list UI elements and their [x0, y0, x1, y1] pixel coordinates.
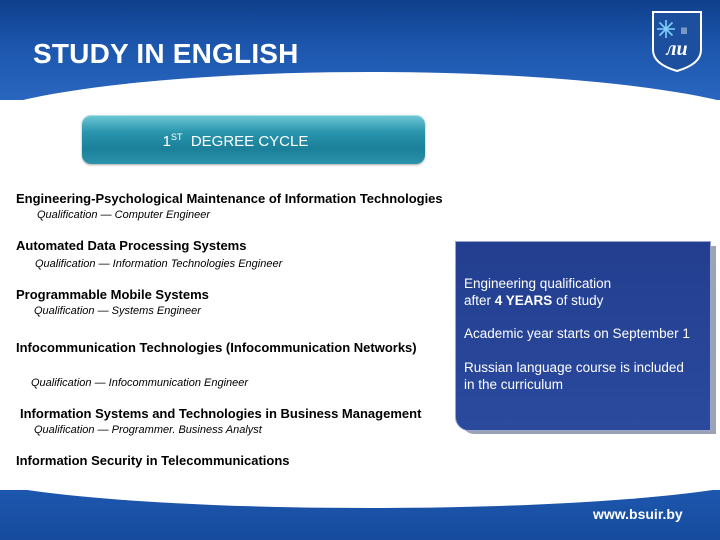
program-qualification: Qualification — Computer Engineer [37, 209, 211, 221]
program-name: Programmable Mobile Systems [16, 287, 209, 302]
program-qualification: Qualification — Programmer. Business Analyst [34, 424, 262, 436]
program-name: Information Systems and Technologies in Business Management [20, 406, 422, 421]
header-banner [0, 0, 720, 100]
degree-cycle-label: 1ST DEGREE CYCLE [162, 132, 309, 150]
info-line: Russian language course is included [464, 360, 684, 375]
program-name: Automated Data Processing Systems [16, 238, 247, 253]
footer-bar [0, 490, 720, 540]
info-line: Engineering qualification [464, 276, 612, 291]
info-box [455, 241, 711, 431]
program-name: Infocommunication Technologies (Infocommunication Networks) [16, 340, 417, 355]
program-name: Engineering-Psychological Maintenance of Information Technologies [16, 191, 443, 206]
info-line: in the curriculum [464, 377, 564, 392]
page-title: STUDY IN ENGLISH [33, 38, 299, 69]
program-name: Information Security in Telecommunications [16, 453, 290, 468]
info-line: Academic year starts on September 1 [464, 326, 690, 341]
logo-text: ли [666, 38, 688, 60]
degree-cycle-button[interactable] [82, 115, 425, 164]
logo-mark-text: lll [681, 26, 687, 36]
bsuir-logo-icon [650, 10, 704, 72]
info-line-duration: after 4 YEARS of study [464, 293, 604, 308]
program-qualification: Qualification — Systems Engineer [34, 305, 201, 317]
program-qualification: Qualification — Information Technologies Engineer [35, 258, 283, 270]
website-link[interactable]: www.bsuir.by [593, 506, 683, 522]
program-qualification: Qualification — Infocommunication Engineer [31, 377, 249, 389]
footer-wave [0, 468, 720, 508]
